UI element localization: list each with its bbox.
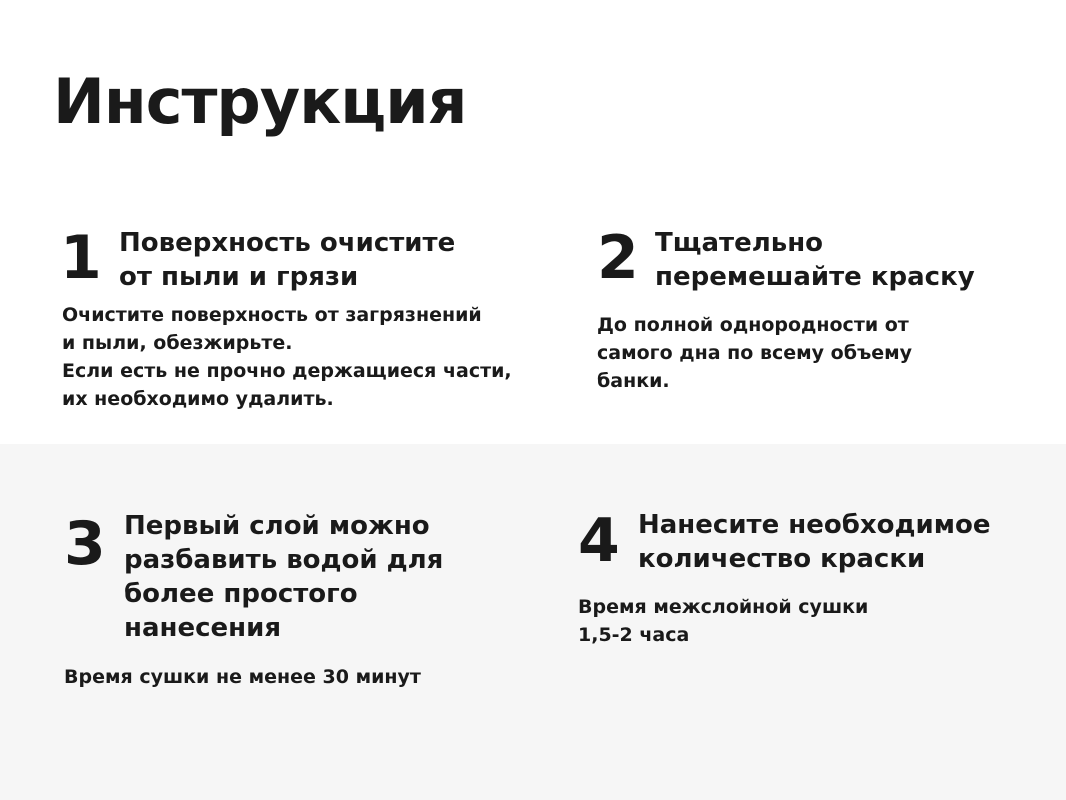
step-description-line: Очистите поверхность от загрязнений — [62, 304, 482, 326]
step-number: 3 — [64, 509, 106, 579]
step-description-line: банки. — [597, 370, 670, 392]
step-description-line: Время межслойной сушки — [578, 596, 869, 618]
step-description-line: Время сушки не менее 30 минут — [64, 666, 421, 688]
step-description-line: 1,5-2 часа — [578, 624, 690, 646]
step-title — [655, 226, 975, 294]
step-title-line: нанесения — [124, 613, 282, 643]
step-title-line: от пыли и грязи — [119, 262, 359, 292]
step-title-line: Поверхность очистите — [119, 228, 456, 258]
step-title — [119, 226, 455, 294]
step-description-line: До полной однородности от — [597, 314, 909, 336]
step-description — [62, 301, 512, 413]
step-description-line: самого дна по всему объему — [597, 342, 913, 364]
page-title: Инструкция — [53, 65, 467, 138]
step-title-line: перемешайте краску — [655, 262, 975, 292]
step-number: 1 — [60, 223, 102, 293]
step-description — [597, 311, 912, 395]
step-description — [64, 663, 421, 691]
step-title-line: более простого — [124, 579, 358, 609]
step-title-line: Тщательно — [655, 228, 824, 258]
step-description-line: и пыли, обезжирьте. — [62, 332, 293, 354]
step-title — [638, 508, 991, 576]
step-number: 2 — [597, 223, 639, 293]
step-title-line: Первый слой можно — [124, 511, 430, 541]
step-title-line: разбавить водой для — [124, 545, 444, 575]
step-number: 4 — [578, 506, 620, 576]
step-title-line: Нанесите необходимое — [638, 510, 991, 540]
step-description — [578, 593, 868, 649]
step-title-line: количество краски — [638, 544, 926, 574]
step-description-line: Если есть не прочно держащиеся части, — [62, 360, 512, 382]
step-title — [124, 509, 443, 645]
step-description-line: их необходимо удалить. — [62, 388, 334, 410]
